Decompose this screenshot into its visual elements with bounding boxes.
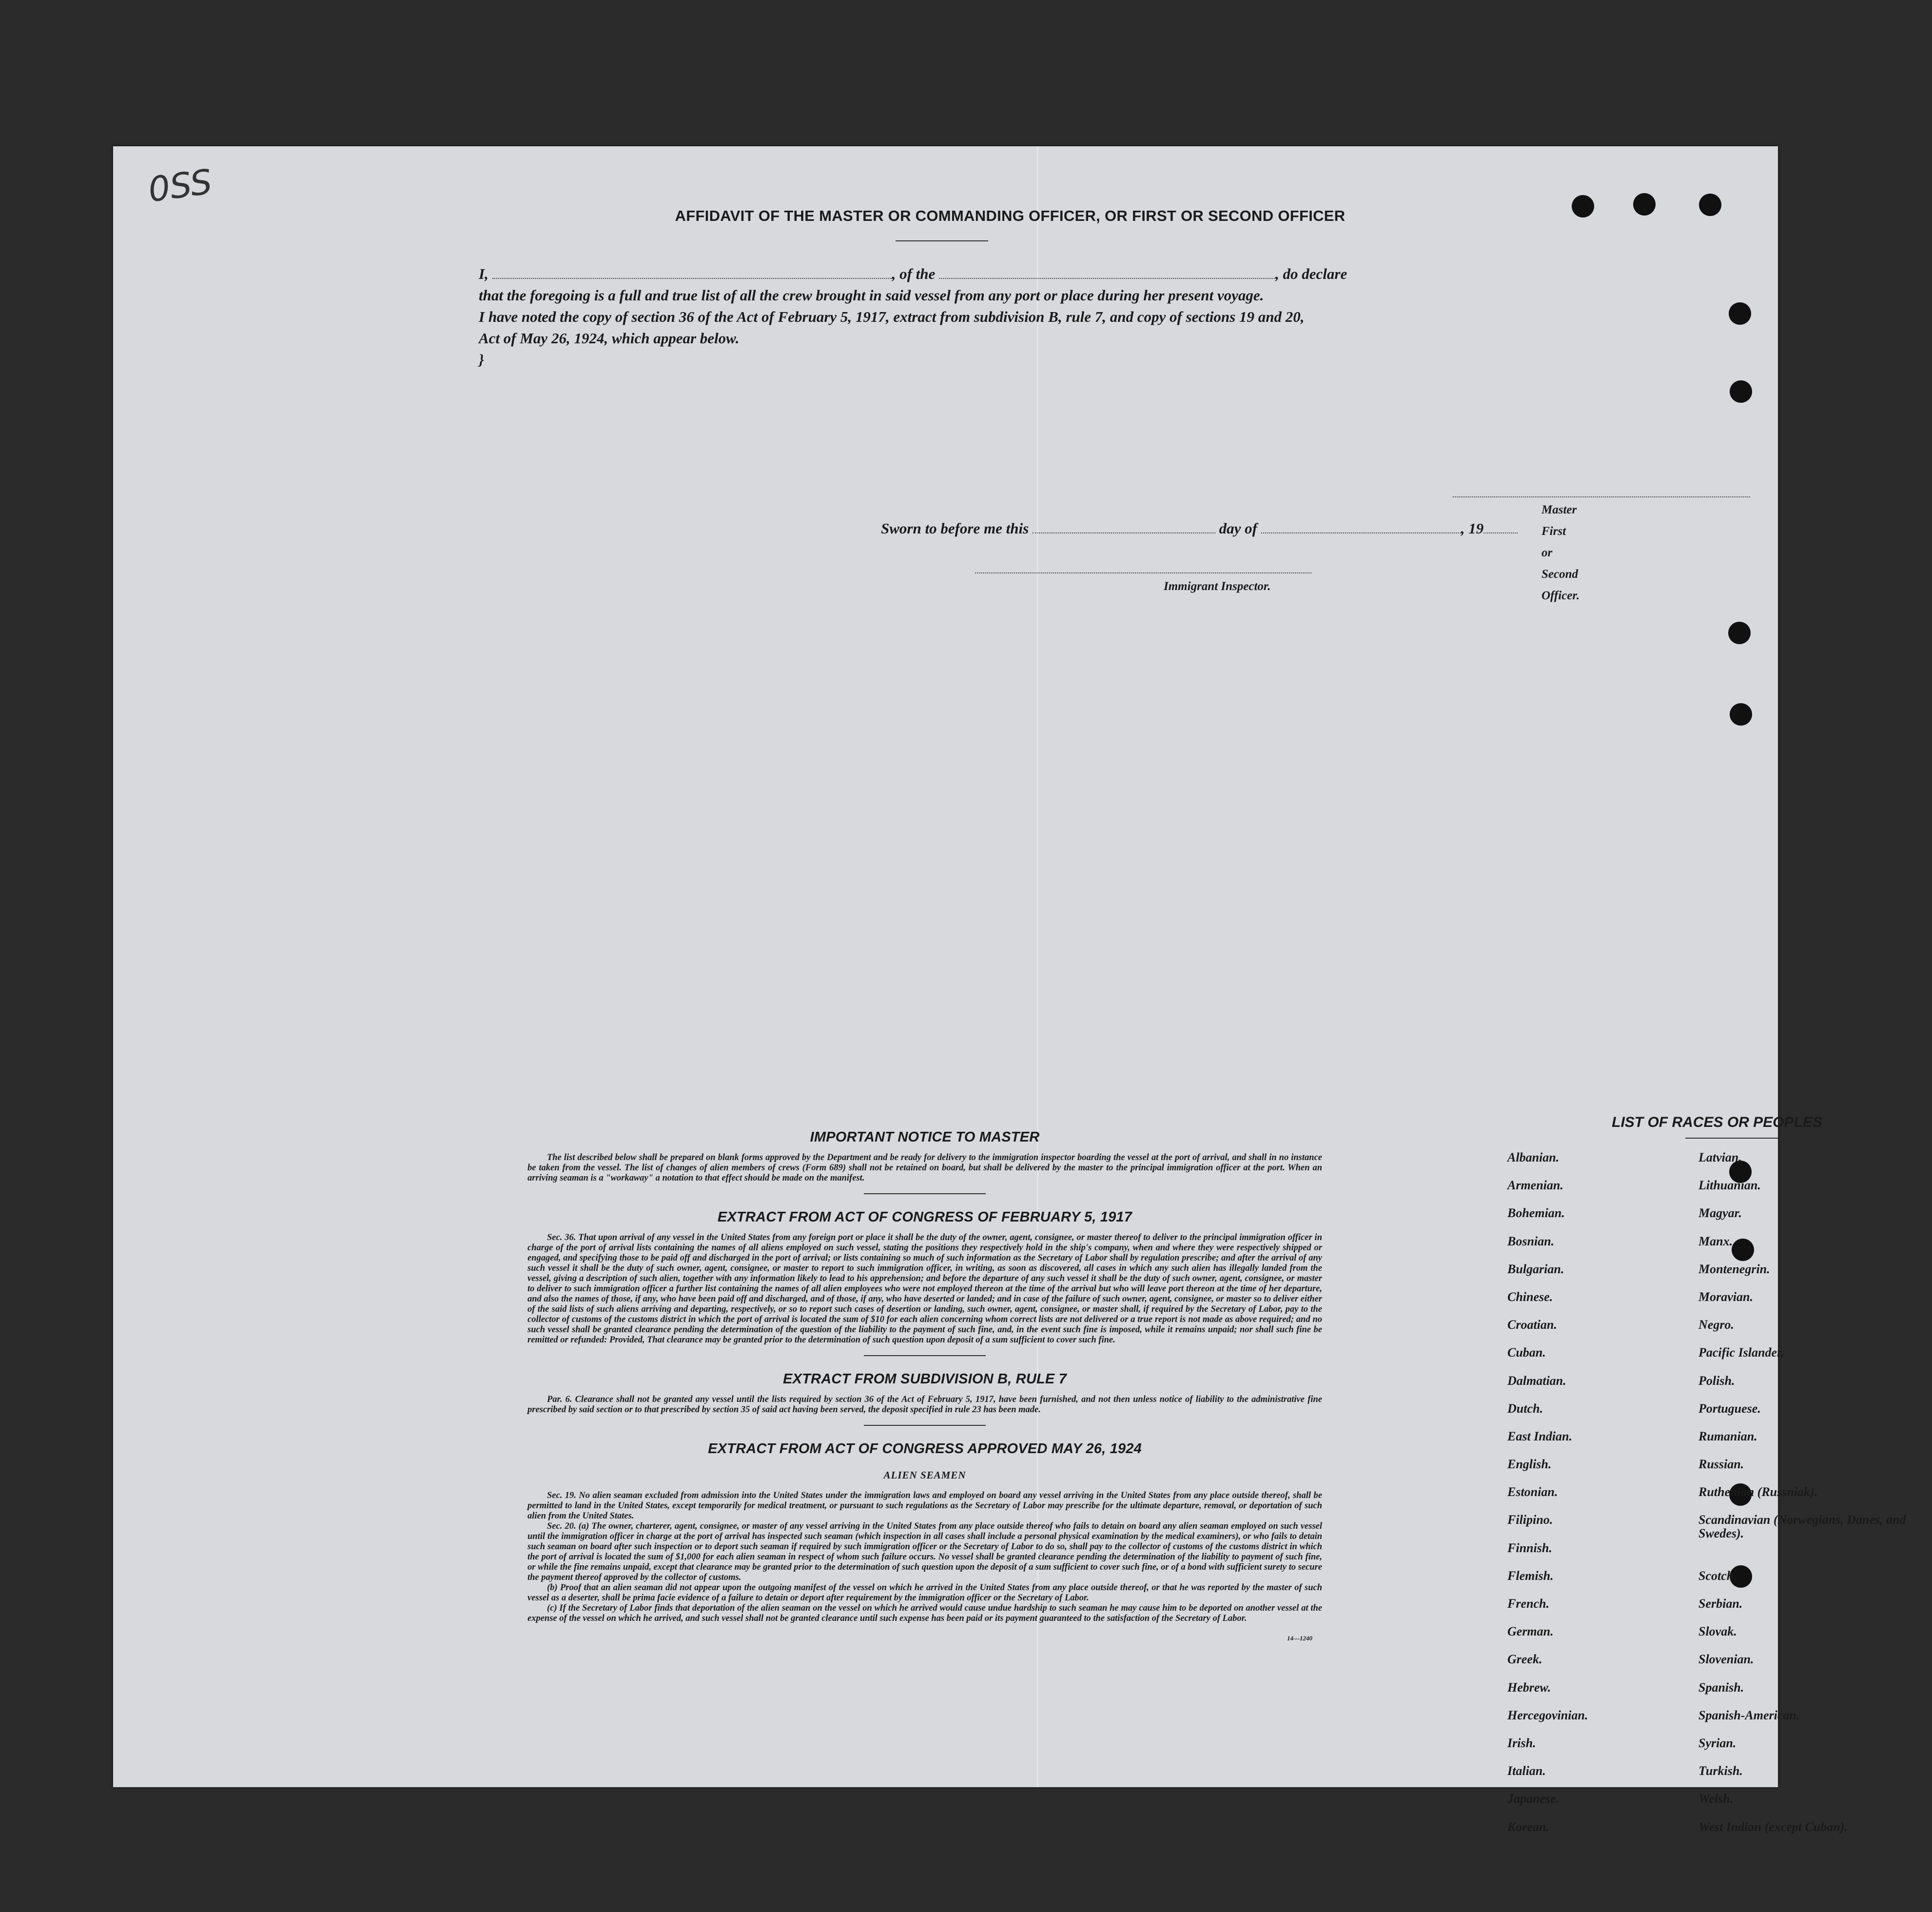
race-item: Dutch. <box>1507 1401 1543 1416</box>
race-item: Filipino. <box>1507 1513 1553 1527</box>
vessel-field[interactable] <box>939 267 1275 279</box>
rule-7-text: Par. 6. Clearance shall not be granted any vessel until the lists required by section 36 of the Act of February 5, 1917, have been furnished, and not then unless notice of liability to the administrative fine prescribed by said section or to that prescribed by section 35 of said act having been served, the deposit specified in rule 23 has been made. <box>527 1395 1322 1415</box>
race-item: Russian. <box>1698 1457 1744 1472</box>
race-item: Scandinavian (Norwegians, Danes, and Swedes). <box>1698 1513 1906 1541</box>
declaration-line-1 <box>479 263 1468 285</box>
race-item: Scotch. <box>1698 1568 1737 1583</box>
notice-text: The list described below shall be prepared on blank forms approved by the Department and be ready for delivery to the immigration inspector boarding the vessel at the port of arrival, and shall in no instance be taken from the vessel. The list of changes of alien members of crews (Form 689) shall not be retained on board, but shall be delivered by the master to the principal immigration officer at the port. When an arriving seaman is a "workaway" a notation to that effect should be made on the manifest. <box>527 1153 1322 1183</box>
declaration-line-2: that the foregoing is a full and true list of all the crew brought in said vessel from any port or place during her present voyage. <box>479 287 1264 304</box>
sec-20b-text: (b) Proof that an alien seaman did not appear upon the outgoing manifest of the vessel on which he arrived in the United States from any place outside thereof, or that he was reported by the master of such vessel as a deserter, shall be prima facie evidence of a failure to detain or deport after requirement by the immigration officer or the Secretary of Labor. <box>527 1583 1322 1603</box>
race-item: Spanish. <box>1698 1680 1744 1695</box>
punch-hole <box>1572 195 1594 217</box>
race-item <box>1698 1541 1932 1569</box>
do-declare-label: , do declare <box>1275 265 1347 282</box>
race-item: Lithuanian. <box>1698 1178 1761 1193</box>
race-item: Slovenian. <box>1698 1652 1754 1667</box>
race-item: Pacific Islander. <box>1698 1345 1785 1360</box>
notice-title: IMPORTANT NOTICE TO MASTER <box>810 1129 1040 1145</box>
punch-hole <box>1729 302 1751 325</box>
race-item: Montenegrin. <box>1698 1262 1770 1276</box>
title-rule <box>896 240 988 241</box>
race-item: Syrian. <box>1698 1735 1737 1750</box>
punch-hole <box>1699 194 1721 216</box>
races-title: LIST OF RACES OR PEOPLES <box>1612 1114 1822 1130</box>
day-of-label: day of <box>1219 520 1257 537</box>
race-item: West Indian (except Cuban). <box>1698 1819 1848 1834</box>
race-item: Greek. <box>1507 1652 1542 1667</box>
sworn-date-field[interactable] <box>1033 522 1215 533</box>
name-field[interactable] <box>492 267 892 279</box>
race-item: German. <box>1507 1624 1554 1639</box>
declaration-line-3: I have noted the copy of section 36 of the Act of February 5, 1917, extract from subdivision B, rule 7, and copy of sections 19 and 20, <box>479 308 1305 325</box>
race-item: Japanese. <box>1507 1792 1560 1806</box>
pronoun-i: I, <box>479 265 488 282</box>
section-divider <box>864 1193 986 1194</box>
race-item: Irish. <box>1507 1735 1536 1750</box>
race-item: Slovak. <box>1698 1624 1737 1639</box>
inspector-signature-line[interactable] <box>975 572 1311 573</box>
sec-20a-text: Sec. 20. (a) The owner, charterer, agent, consignee, or master of any vessel arriving in the United States from any place outside thereof who fails to detain on board any alien seaman employed on such vessel until the immigration officer in charge at the port of arrival has inspected such seaman (which inspection in all cases shall include a personal physical examination by the medical examiners), or who fails to detain such seaman on board after such inspection or to deport such seaman if required by such immigration officer or the Secretary of Labor to do so, shall pay to the collector of customs of the customs district in which the port of arrival is located the sum of $1,000 for each alien seaman in respect of whom such failure occurs. No vessel shall be granted clearance pending the determination of the liability to payment of such fine, or while the fine remains unpaid, except that clearance may be granted prior to the determination of such question upon the deposit of a sum sufficient to cover such fine, or of a bond with sufficient surety to secure the payment thereof approved by the collector of customs. <box>527 1521 1322 1582</box>
race-item: Latvian. <box>1698 1150 1742 1164</box>
punch-hole <box>1730 380 1752 403</box>
sworn-year-field[interactable] <box>1483 522 1518 533</box>
affidavit-title: AFFIDAVIT OF THE MASTER OR COMMANDING OFFICER, OR FIRST OR SECOND OFFICER <box>675 207 1346 224</box>
race-item: East Indian. <box>1507 1429 1572 1443</box>
race-item: English. <box>1507 1457 1552 1472</box>
section-divider <box>864 1425 986 1426</box>
race-item: Negro. <box>1698 1318 1734 1332</box>
document-page <box>113 146 1906 1834</box>
races-list <box>1507 1151 1932 1848</box>
legal-extracts <box>527 1126 1322 1649</box>
year-label: , 19 <box>1461 520 1484 537</box>
punch-hole <box>1730 703 1752 726</box>
declaration-text: I, , of the , do declare that the foregoing is a full and true list of all the crew brought in said vessel from any port or place during her present voyage. I have noted the copy of section 36 of the Act of February 5, 1917, extract from subdivision B, rule 7, and copy of sections 19 and 20, Act of May 26, 1924, which appear below. } Master First or Second Officer. Sworn to before me this day of , 19 Immigrant Inspector. IMPORTANT NOTICE TO MASTER The list described below shall be prepared on blank forms approved by the Department and be ready for delivery to the immigration inspector boarding the vessel at the port of arrival, and shall in no instance be taken from the vessel. The list of changes of alien members of crews (Form 689) shall not be retained on board, but shall be delivered by the master to the principal immigration officer at the port. When an arriving seaman is a "workaway" a notation to that effect should be made on the manifest. EXTRACT FROM ACT OF CONGRESS OF FEBRUARY 5, 1917 Sec. 36. That upon arrival of any vessel in the United States from any foreign port or place it shall be the duty of the owner, agent, consignee, or master thereof to deliver to the principal immigration officer in charge of the port of arrival lists containing the names of all aliens employed on such vessel, stating the positions they respectively hold in the ship's company, when and where they were respectively shipped or engaged, and specifying those to be paid off and discharged in the port of arrival; or lists containing so much of such information as the Secretary of Labor shall by regulation prescribe; and after the arrival of any such vessel it shall be the duty of such owner, agent, consignee, or master to report to such immigration officer, in writing, as soon as discovered, all cases in which any such alien has illegally landed from the vessel, giving a description of such alien, together with any information likely to lead to his apprehension; and before the departure of any such vessel it shall be the duty of such owner, agent, consignee, or master to deliver to such immigration officer a further list containing the names of all alien employees who were not employed thereon at the time of the arrival but who will leave port thereon at the time of her departure, and also the names of those, if any, who have been paid off and discharged, and of those, if any, who have deserted or landed; and in case of the failure of such owner, agent, consignee, or master so to deliver either of the said lists of such aliens arriving and departing, respectively, or so to report such cases of desertion or landing, such owner, agent, consignee, or master shall, if required by the Secretary of Labor, pay to the collector of customs of the customs district in which the port of arrival is located the sum of $10 for each alien concerning whom correct lists are not delivered or a true report is not made as above required; and no such vessel shall be granted clearance pending the determination of the question of the liability to the payment of such fine, and, in the event such fine is imposed, while it remains unpaid; nor shall such fine be remitted or refunded: Provided, That clearance may be granted prior to the determination of such question upon deposit of a sum sufficient to cover such fine. EXTRACT FROM SUBDIVISION B, RULE 7 Par. 6. Clearance shall not be granted any vessel until the lists required by section 36 of the Act of February 5, 1917, have been furnished, and not then unless notice of liability to the administrative fine prescribed by said section or to that prescribed by section 35 of said act having been served, the deposit specified in rule 23 has been made. EXTRACT FROM ACT OF CONGRESS APPROVED MAY 26, 1924 ALIEN SEAMEN Sec. 19. No alien seaman excluded from admission into the United States under the immigration laws and employed on board any vessel arriving in the United States from any place outside thereof, shall be permitted to land in the United States, except temporarily for medical treatment, or pursuant to such regulations as the Secretary of Labor may prescribe for the ultimate departure, removal, or deportation of such alien from the United States. Sec. 20. (a) The owner, charterer, agent, consignee, or master of any vessel arriving in the United States from any place outside thereof who fails to detain on board any alien seaman employed on such vessel until the immigration officer in charge at the port of arrival has inspected such seaman (which inspection in all cases shall include a personal physical examination by the medical examiners), or who fails to detain such seaman on board after such inspection or to deport such seaman if required by such immigration officer or the Secretary of Labor to do so, shall pay to the collector of customs of the customs district in which the port of arrival is located the sum of $1,000 for each alien seaman in respect of whom such failure occurs. No vessel shall be granted clearance pending the determination of the liability to payment of such fine, or while the fine remains unpaid, except that clearance may be granted prior to the determination of such question upon the deposit of a sum sufficient to cover such fine, or of a bond with sufficient surety to secure the payment thereof approved by the collector of customs. (b) Proof that an alien seaman did not appear upon the outgoing manifest of the vessel on which he arrived in the United States from any place outside thereof, or that he was reported by the master of such vessel as a deserter, shall be prima facie evidence of a failure to detain or deport after requirement by the immigration officer or the Secretary of Labor. (c) If the Secretary of Labor finds that deportation of the alien seaman on the vessel on which he arrived would cause undue hardship to such seaman he may cause him to be deported on another vessel at the expense of the vessel on which he arrived, and such vessel shall not be granted clearance until such expense has been paid or its payment guaranteed to the satisfaction of the Secretary of Labor. 14—1240 LIST OF RACES OR PEOPLES Albanian. Latvian. Armenian. Lithuanian. Bohemian. Magyar. Bosnian. Manx. Bulgarian. Montenegrin. Chinese. Moravian. Croatian. Negro. Cuban. Pacific Islander. Dalmatian. Polish. Dutch. Portuguese. East Indian. Rumanian. English. Russian. Estonian. Ruthenian (Russniak). Filipino. Scandinavian (Norwegians, Danes, and Swedes). Finnish. Flemish. Scotch. French. Serbian. German. Slovak. Greek. Slovenian. Hebrew. Spanish. Hercegovinian. Spanish-American. Irish. Syrian. Italian. Turkish. Japanese. Welsh. Korean. West Indian (except Cuban). <box>479 263 1468 371</box>
punch-hole <box>1633 193 1656 216</box>
race-item: Serbian. <box>1698 1597 1743 1611</box>
act-1917-title: EXTRACT FROM ACT OF CONGRESS OF FEBRUARY 5, 1917 <box>717 1209 1132 1225</box>
race-item: Manx. <box>1698 1234 1733 1248</box>
race-item: Albanian. <box>1507 1150 1560 1164</box>
race-item: Finnish. <box>1507 1540 1552 1555</box>
race-item: Korean. <box>1507 1819 1549 1834</box>
race-item: Dalmatian. <box>1507 1373 1566 1388</box>
race-item: Italian. <box>1507 1764 1546 1778</box>
race-item: Rumanian. <box>1698 1429 1757 1443</box>
race-item: Bosnian. <box>1507 1234 1555 1248</box>
punch-hole <box>1728 622 1751 644</box>
master-caption: Master First or Second Officer. <box>1542 503 1580 602</box>
race-item: Cuban. <box>1507 1345 1546 1360</box>
sworn-prefix: Sworn to before me this <box>881 520 1029 537</box>
handwritten-annotation: 0SS <box>145 161 215 210</box>
race-item: French. <box>1507 1597 1549 1611</box>
race-item: Armenian. <box>1507 1178 1563 1193</box>
rule-7-title: EXTRACT FROM SUBDIVISION B, RULE 7 <box>783 1371 1067 1387</box>
declaration-line-4: Act of May 26, 1924, which appear below. <box>479 330 740 347</box>
race-item: Hebrew. <box>1507 1680 1551 1695</box>
race-item: Polish. <box>1698 1373 1735 1388</box>
race-item: Ruthenian (Russniak). <box>1698 1485 1818 1499</box>
race-item: Chinese. <box>1507 1289 1553 1304</box>
race-item: Magyar. <box>1698 1206 1742 1221</box>
race-item: Flemish. <box>1507 1568 1554 1583</box>
race-item: Bohemian. <box>1507 1206 1565 1221</box>
act-1924-title: EXTRACT FROM ACT OF CONGRESS APPROVED MAY 26, 1924 <box>708 1441 1142 1457</box>
alien-seamen-subtitle: ALIEN SEAMEN <box>883 1469 966 1481</box>
races-title-rule <box>1685 1138 1778 1139</box>
sec-19-text: Sec. 19. No alien seaman excluded from admission into the United States under the immigration laws and employed on board any vessel arriving in the United States from any place outside thereof, shall be permitted to land in the United States, except temporarily for medical treatment, or pursuant to such regulations as the Secretary of Labor may prescribe for the ultimate departure, removal, or deportation of such alien from the United States. <box>527 1491 1322 1521</box>
of-the-label: , of the <box>892 265 936 282</box>
race-item: Welsh. <box>1698 1792 1734 1806</box>
master-signature-line[interactable] <box>1453 496 1750 497</box>
race-item: Moravian. <box>1698 1289 1753 1304</box>
race-item: Bulgarian. <box>1507 1262 1564 1276</box>
race-item: Turkish. <box>1698 1764 1743 1778</box>
race-item: Portuguese. <box>1698 1401 1761 1416</box>
section-divider <box>864 1355 986 1356</box>
act-1917-text: Sec. 36. That upon arrival of any vessel in the United States from any foreign port or place it shall be the duty of the owner, agent, consignee, or master thereof to deliver to the principal immigration officer in charge of the port of arrival lists containing the names of all aliens employed on such vessel, stating the positions they respectively hold in the ship's company, when and where they were respectively shipped or engaged, and specifying those to be paid off and discharged in the port of arrival; or lists containing so much of such information as the Secretary of Labor shall by regulation prescribe; and after the arrival of any such vessel it shall be the duty of such owner, agent, consignee, or master to report to such immigration officer, in writing, as soon as discovered, all cases in which any such alien has illegally landed from the vessel, giving a description of such alien, together with any information likely to lead to his apprehension; and before the departure of any such vessel it shall be the duty of such owner, agent, consignee, or master to deliver to such immigration officer a further list containing the names of all alien employees who were not employed thereon at the time of the arrival but who will leave port thereon at the time of her departure, and also the names of those, if any, who have been paid off and discharged, and of those, if any, who have deserted or landed; and in case of the failure of such owner, agent, consignee, or master so to deliver either of the said lists of such aliens arriving and departing, respectively, or so to report such cases of desertion or landing, such owner, agent, consignee, or master shall, if required by the Secretary of Labor, pay to the collector of customs of the customs district in which the port of arrival is located the sum of $10 for each alien concerning whom correct lists are not delivered or a true report is not made as above required; and no such vessel shall be granted clearance pending the determination of the question of the liability to the payment of such fine, and, in the event such fine is imposed, while it remains unpaid; nor shall such fine be remitted or refunded: Provided, That clearance may be granted prior to the determination of such question upon deposit of a sum sufficient to cover such fine. <box>527 1233 1322 1345</box>
race-item: Hercegovinian. <box>1507 1708 1588 1722</box>
inspector-caption: Immigrant Inspector. <box>1164 580 1271 593</box>
sworn-line <box>881 518 1518 539</box>
sworn-month-field[interactable] <box>1261 522 1461 533</box>
form-number: 14—1240 <box>1287 1635 1312 1642</box>
race-item: Estonian. <box>1507 1485 1558 1499</box>
sec-20c-text: (c) If the Secretary of Labor finds that deportation of the alien seaman on the vessel on which he arrived would cause undue hardship to such seaman he may cause him to be deported on another vessel at the expense of the vessel on which he arrived, and such vessel shall not be granted clearance until such expense has been paid or its payment guaranteed to the satisfaction of the Secretary of Labor. <box>527 1603 1322 1623</box>
race-item: Croatian. <box>1507 1318 1557 1332</box>
race-item: Spanish-American. <box>1698 1708 1800 1722</box>
